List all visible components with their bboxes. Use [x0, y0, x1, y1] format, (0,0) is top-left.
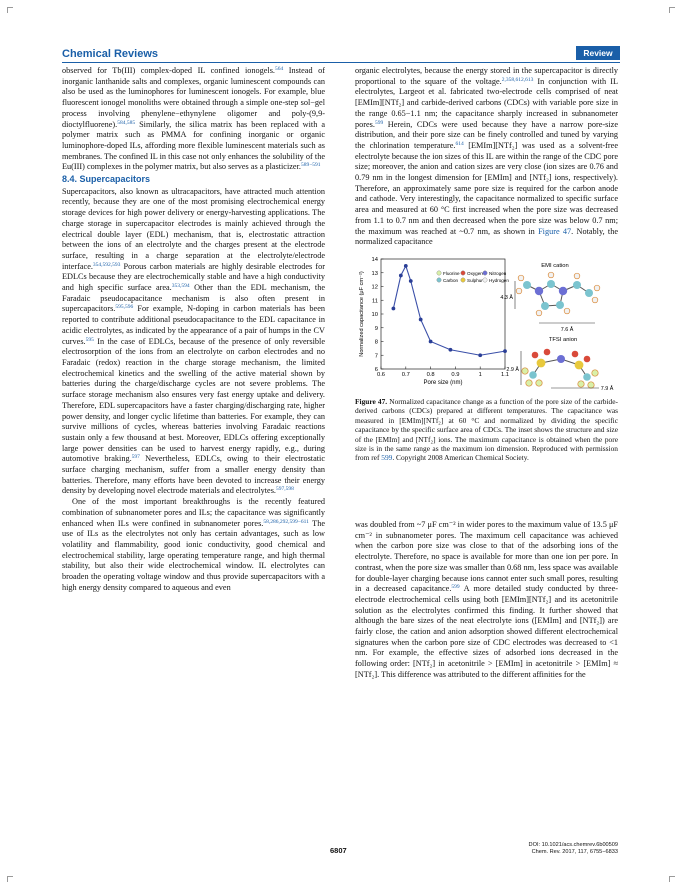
citation[interactable]: 595,596: [115, 304, 134, 311]
y-tick-label: 14: [371, 256, 378, 263]
data-point: [449, 348, 453, 352]
left-column: [62, 66, 325, 593]
x-tick-label: 0.7: [401, 371, 410, 378]
capacitance-chart: [355, 251, 618, 393]
inset-anion-label: TFSI anion: [548, 336, 578, 343]
y-tick-label: 6: [374, 366, 378, 373]
citation[interactable]: 584,585: [117, 119, 136, 126]
paragraph: observed for Tb(III) complex-doped IL confined ionogels.$^{564}$ Instead of inorganic lanthanide salts and complexes, organic luminescent compounds can also be used as the luminophores for luminescent ionogels. For example, blue fluorescent ionogel monoliths were obtained through a simple one-step sol−gel process involving phenylene−ethynylene oligomer and poly-(9,9-dioctylfluorene).$^{584,585}$ Similarly, the silica matrix has been replaced with a polymer matrix such as PMMA for confining inorganic or organic luminophore-doped ILs, affording more flexible luminescent materials such as membranes. The confined IL in this case not only enhances the solubility of the Eu(III) complexes in the polymer matrix, but also serves as a plasticizer.$^{589-591}$: [62, 66, 325, 172]
journal-title[interactable]: Chemical Reviews: [62, 48, 158, 60]
citation[interactable]: 599: [451, 584, 460, 591]
header-rule: [62, 62, 620, 63]
data-point: [409, 279, 413, 283]
y-tick-label: 10: [371, 311, 378, 318]
citation[interactable]: 58,286,292,599−611: [263, 518, 309, 525]
citation[interactable]: 564: [275, 66, 284, 72]
section-heading: 8.4. Supercapacitors: [62, 174, 151, 185]
y-tick-label: 11: [371, 298, 378, 305]
doi-block: [500, 842, 618, 856]
crop-mark: [669, 7, 675, 13]
y-tick-label: 13: [371, 270, 378, 277]
citation[interactable]: 614: [455, 140, 464, 147]
data-point: [478, 353, 482, 357]
legend-label: Fluorine: [443, 270, 460, 276]
data-point: [503, 349, 507, 353]
x-tick-label: 0.9: [451, 371, 460, 378]
emi-cation-structure: [516, 272, 600, 316]
inset-cation-label: EMI cation: [541, 262, 569, 269]
y-axis-label: Normalized capacitance (μF cm⁻²): [359, 271, 365, 357]
citation[interactable]: 2,358,612,613: [501, 76, 534, 83]
crop-mark: [7, 7, 13, 13]
figure-caption: Figure 47. Normalized capacitance change as a function of the pore size of the carbide-derived carbons (CDCs) prepared at different temperatures. The capacitance was measured in [EMIm][NTf₂] at 60 °C and normalized by dividing the specific capacitance by the specific surface area of CDCs. The inset shows the structure and size of the [EMIm] and [NTf₂] ions. The maximum capacitance is obtained when the pore size is in the same range as the maximum ion dimension. Reproduced with permission from ref 599. Copyright 2008 American Chemical Society.: [355, 396, 618, 463]
reference-link[interactable]: 599: [381, 453, 393, 463]
citation[interactable]: 595: [85, 336, 94, 343]
y-tick-label: 12: [371, 284, 378, 291]
tfsi-anion-structure: [522, 349, 598, 389]
citation[interactable]: 599: [374, 119, 384, 126]
inset-dimension-label: 4.3 Å: [500, 294, 513, 301]
data-point: [404, 264, 408, 268]
legend-label: Sulphur: [467, 277, 483, 283]
journal-citation: Chem. Rev. 2017, 117, 6755−6833: [531, 849, 618, 856]
x-tick-label: 1: [478, 371, 482, 378]
crop-mark: [7, 876, 13, 882]
citation[interactable]: 354,592,593: [92, 261, 121, 268]
page-number: 6807: [330, 846, 347, 855]
x-tick-label: 0.8: [426, 371, 435, 378]
y-tick-label: 7: [374, 353, 378, 360]
legend-label: Hydrogen: [489, 277, 509, 283]
doi-link[interactable]: DOI: 10.1021/acs.chemrev.6b00509: [528, 842, 618, 848]
citation[interactable]: 589−591: [300, 162, 321, 169]
citation[interactable]: 597,598: [275, 486, 294, 493]
crop-mark: [669, 876, 675, 882]
data-point: [399, 274, 403, 278]
paragraph: was doubled from ~7 μF cm⁻² in wider pores to the maximum value of 13.5 μF cm⁻² in subnanometer pores. The maximum cell capacitance was achieved when the carbon pore size was close to that of the adsorbing ions of the electrolyte. Therefore, no space is available for more than one ion per pore. In contrast, when the pore size was smaller than 0.68 nm, less space was available for double-layer charging because ions cannot enter such small pores, resulting in a decreased capacitance.$^{599}$ A more detailed study conducted by three-electrode electrochemical cells using both [EMIm][NTf₂] and its acetonitrile solution as the electrolytes confirmed this finding. It further showed that although the bare sizes of the neat electrolyte ions ([EMIm] and [NTf₂]) are fairly close, the cation and anion adsorption showed different electrochemical signatures when the carbon pore size of CDC electrodes was decreased to <1 nm. For example, the effective sizes of adsorbed ions decreased in the following order: [NTf₂] in acetonitrile > [EMIm] in acetonitrile > [EMIm] ≈ [NTf₂]. This difference was attributed to the different affinities for the: [355, 520, 618, 679]
data-point: [429, 340, 433, 344]
right-column-lower: [355, 520, 618, 681]
legend-swatch: [461, 278, 465, 282]
article-type-badge: Review: [576, 46, 620, 60]
figure-link[interactable]: Figure 47: [538, 226, 572, 236]
legend-swatch: [483, 278, 487, 282]
legend-swatch: [461, 271, 465, 275]
legend-label: Oxygen: [467, 270, 483, 276]
chart-legend: [437, 271, 510, 283]
y-tick-label: 8: [374, 339, 378, 346]
citation[interactable]: 353,594: [171, 283, 190, 290]
inset-molecules: [500, 263, 613, 392]
legend-swatch: [437, 271, 441, 275]
figure-47: [355, 251, 618, 393]
paragraph: organic electrolytes, because the energy stored in the supercapacitor is directly proportional to the square of the voltage.$^{2,358,612,613}$ In conjunction with IL electrolytes, Largeot et al. fabricated two-electrode cells comprised of neat [EMIm][NTf₂] and carbide-derived carbons (CDCs) with variable pore size in the range 0.65−1.1 nm; the capacitance sharply increased in subnanometer pores.$^{599}$ Herein, CDCs were used because they have a narrow pore-size distribution, and their pore size can be finely controlled and tuned by varying the chlorination temperature.$^{614}$ [EMIm][NTf₂] was used as a solvent-free electrolyte because the ion sizes of this IL are within the range of the CDC pore size; moreover, the anion and cation sizes are very close (ion sizes are 0.76 and 0.79 nm in the longest dimension for [EMIm] and [NTf₂] ions, respectively). Therefore, an approximately same pore size is required for the carbon anode and cathode. Very interestingly, the capacitance normalized to specific surface area and measured at 60 °C first increased when the pore size was decreased from 1.1 to 0.7 nm and then decreased when the pore size was below 0.7 nm; the maximum was reached at ~0.7 nm, as shown in Figure 47. Notably, the normalized capacitance: [355, 66, 618, 247]
caption-label: Figure 47.: [355, 396, 388, 406]
data-point: [392, 307, 396, 311]
y-tick-label: 9: [374, 325, 378, 332]
legend-swatch: [437, 278, 441, 282]
x-tick-label: 0.6: [376, 371, 386, 378]
legend-label: Carbon: [443, 277, 459, 283]
inset-dimension-label: 7.9 Å: [600, 385, 614, 392]
inset-dimension-label: 7.6 Å: [560, 326, 574, 333]
right-column: [355, 66, 618, 463]
citation[interactable]: 597: [131, 454, 140, 461]
paragraph: Supercapacitors, also known as ultracapacitors, have attracted much attention recently, because they are one of the most promising electrochemical energy storage devices for high power delivery or energy-harvesting applications. The charge storage in supercapacitor electrodes is mainly achieved through the electrical double layer (EDL) mechanism, that is, electrostatic attraction between the ions of an electrolyte and the charges present at the electrode surface, resulting in a charge separation at the electrolyte/electrode interface.$^{354,592,593}$ Porous carbon materials are highly desirable electrodes for EDLCs because they are electrochemically stable and have a high conductivity and high specific surface area.$^{353,594}$ Other than the EDL mechanism, the Faradaic pseudocapacitance mechanism is also often present in supercapacitors.$^{595,596}$ For example, N-doping in carbon materials has been reported to contribute additional pseudocapacitance to the EDL capacitance in acidic electrolytes, as indicated by the appearance of a pair of humps in the CV curves.$^{595}$ In the case of EDLCs, because of the presence of only reversible electrosorption of the ions from an electrolyte on carbon electrodes and no Faradaic (redox) reaction in the charge storage mechanism, the limited electrochemical kinetics and the swelling of the active material shown by batteries during the charge/discharge cycles are not severe problems. The surface storage mechanism also ensures very fast energy uptake and delivery. Therefore, EDL supercapacitors have a faster charging/discharging rate, higher power density, and longer cyclic lifetime than batteries. For example, they can survive millions of cycles, whereas batteries involving Faradaic reactions sustain only a few thousand at best. Moreover, EDLCs offering exceptionally large power densities can be used to harvest energy rapidly, e.g., during automotive braking.$^{597}$ Nevertheless, EDLCs, owing to their electrostatic surface charging mechanism, suffer from a smaller energy density than batteries. Therefore, many efforts have been devoted to increase their energy density by developing novel electrode materials and electrolytes.$^{597,598}$: [62, 186, 325, 496]
legend-swatch: [483, 271, 487, 275]
data-point: [419, 318, 423, 322]
x-tick-label: 1.1: [500, 371, 510, 378]
paragraph: One of the most important breakthroughs is the recently featured combination of subnanometer pores and ILs; the capacitance was significantly enhanced when ILs were confined in subnanometer pores.$^{58,286,292,599-611}$ The use of ILs as the electrolytes not only has certain advantages, such as low volatility and flammability, good ionic conductivity, good chemical and electrochemical stability, large operating temperature range, and high thermal stability, but also their wide electrochemical window. IL electrolytes can broaden the operating voltage window and thus provide supercapacitors with a high energy density compared to aqueous and even: [62, 497, 325, 592]
legend-label: Nitrogen: [489, 270, 507, 276]
inset-dimension-label: 2.9 Å: [506, 366, 519, 373]
x-axis-label: Pore size (nm): [423, 379, 463, 386]
